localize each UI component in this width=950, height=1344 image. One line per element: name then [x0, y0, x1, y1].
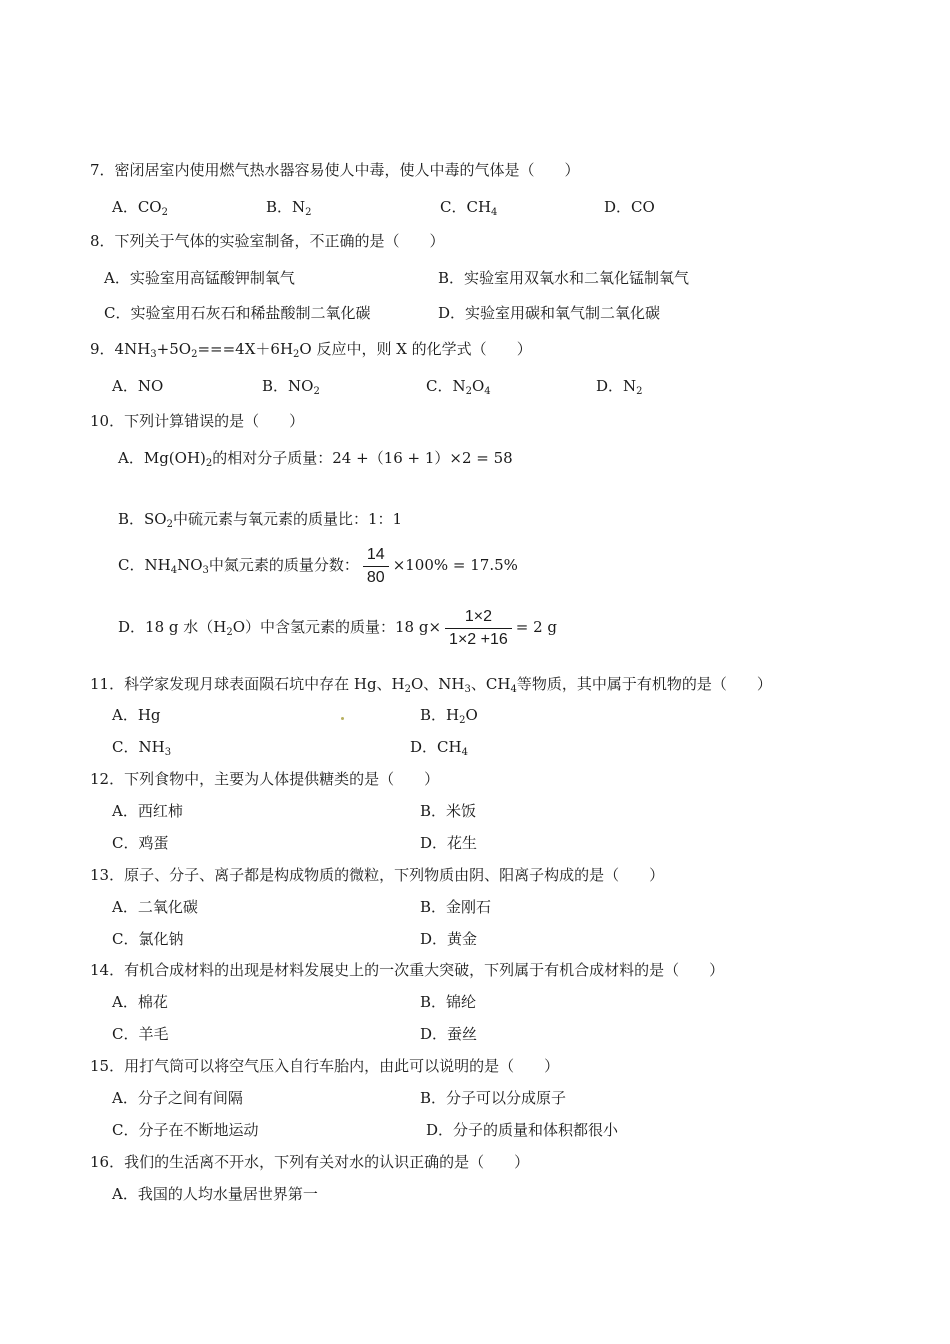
- q11-option-d: D．$CH_4$: [410, 738, 468, 758]
- fraction-hydrogen-mass: $\frac{1\times 2}{1\times 2 +16}$: [445, 608, 512, 649]
- q12-option-c: C．鸡蛋: [112, 834, 169, 852]
- q12-stem: 12．下列食物中，主要为人体提供糖类的是（ ）: [90, 770, 440, 788]
- q8-option-c: C．实验室用石灰石和稀盐酸制二氧化碳: [104, 304, 371, 322]
- q10-option-a: A．$Mg(OH)_2$的相对分子质量：24 +（16 + 1）×2 = 58: [118, 449, 513, 469]
- q10-option-c: C．$NH_4NO_3$中氮元素的质量分数： $\frac{14}{80}$ ×100% = 17.5%: [118, 545, 518, 586]
- q13-option-b: B．金刚石: [420, 898, 492, 916]
- q14-option-b: B．锦纶: [420, 993, 477, 1011]
- q8-option-d: D．实验室用碳和氧气制二氧化碳: [438, 304, 661, 322]
- q9-stem: 9．$4NH_3+5O_2===4X+6H_2O$ 反应中，则 X 的化学式（ ）: [90, 340, 532, 360]
- q12-option-a: A．西红柿: [112, 802, 183, 820]
- q14-option-c: C．羊毛: [112, 1025, 169, 1043]
- q10-stem: 10．下列计算错误的是（ ）: [90, 412, 305, 430]
- q14-option-a: A．棉花: [112, 993, 168, 1011]
- q7-option-d: D．CO: [604, 198, 655, 216]
- q14-option-d: D．蚕丝: [420, 1025, 478, 1043]
- q12-option-b: B．米饭: [420, 802, 477, 820]
- q15-stem: 15．用打气筒可以将空气压入自行车胎内，由此可以说明的是（ ）: [90, 1057, 560, 1075]
- q16-option-a: A．我国的人均水量居世界第一: [112, 1185, 318, 1203]
- q8-option-a: A．实验室用高锰酸钾制氧气: [104, 269, 295, 287]
- q15-option-c: C．分子在不断地运动: [112, 1121, 259, 1139]
- q7-option-a: A．$CO_2$: [112, 198, 168, 218]
- q8-option-b: B．实验室用双氧水和二氧化锰制氧气: [438, 269, 690, 287]
- q14-stem: 14．有机合成材料的出现是材料发展史上的一次重大突破，下列属于有机合成材料的是（ ）: [90, 961, 725, 979]
- q15-option-a: A．分子之间有间隔: [112, 1089, 243, 1107]
- q9-option-c: C．$N_2O_4$: [426, 377, 491, 397]
- q12-option-d: D．花生: [420, 834, 478, 852]
- q13-option-a: A．二氧化碳: [112, 898, 198, 916]
- fraction-14-80: $\frac{14}{80}$: [363, 546, 389, 587]
- q13-option-c: C．氯化钠: [112, 930, 184, 948]
- q13-option-d: D．黄金: [420, 930, 478, 948]
- q7-option-b: B．$N_2$: [266, 198, 312, 218]
- q10-option-b: B．$SO_2$中硫元素与氧元素的质量比：1：1: [118, 510, 403, 530]
- q16-stem: 16．我们的生活离不开水，下列有关对水的认识正确的是（ ）: [90, 1153, 530, 1171]
- q9-option-a: A．NO: [112, 377, 164, 395]
- q11-option-c: C．$NH_3$: [112, 738, 172, 758]
- q11-option-b: B．$H_2O$: [420, 706, 478, 726]
- q15-option-d: D．分子的质量和体积都很小: [426, 1121, 619, 1139]
- q13-stem: 13．原子、分子、离子都是构成物质的微粒，下列物质由阴、阳离子构成的是（ ）: [90, 866, 665, 884]
- q10-option-d: D．18 g 水$(H_2O)$中含氢元素的质量：18 g× $\frac{1\times 2}{1\times 2 +16}$ = 2 g: [118, 607, 558, 648]
- q15-option-b: B．分子可以分成原子: [420, 1089, 567, 1107]
- q11-stem: 11．科学家发现月球表面陨石坑中存在 Hg、$H_2O$、$NH_3$、$CH_4$等物质，其中属于有机物的是（ ）: [90, 675, 772, 695]
- q7-stem: 7．密闭居室内使用燃气热水器容易使人中毒，使人中毒的气体是（ ）: [90, 161, 580, 179]
- q9-option-d: D．$N_2$: [596, 377, 643, 397]
- q11-option-a: A．Hg: [112, 706, 161, 724]
- stray-dot: [341, 717, 344, 720]
- q9-option-b: B．$NO_2$: [262, 377, 320, 397]
- q8-stem: 8．下列关于气体的实验室制备，不正确的是（ ）: [90, 232, 445, 250]
- q7-option-c: C．$CH_4$: [440, 198, 498, 218]
